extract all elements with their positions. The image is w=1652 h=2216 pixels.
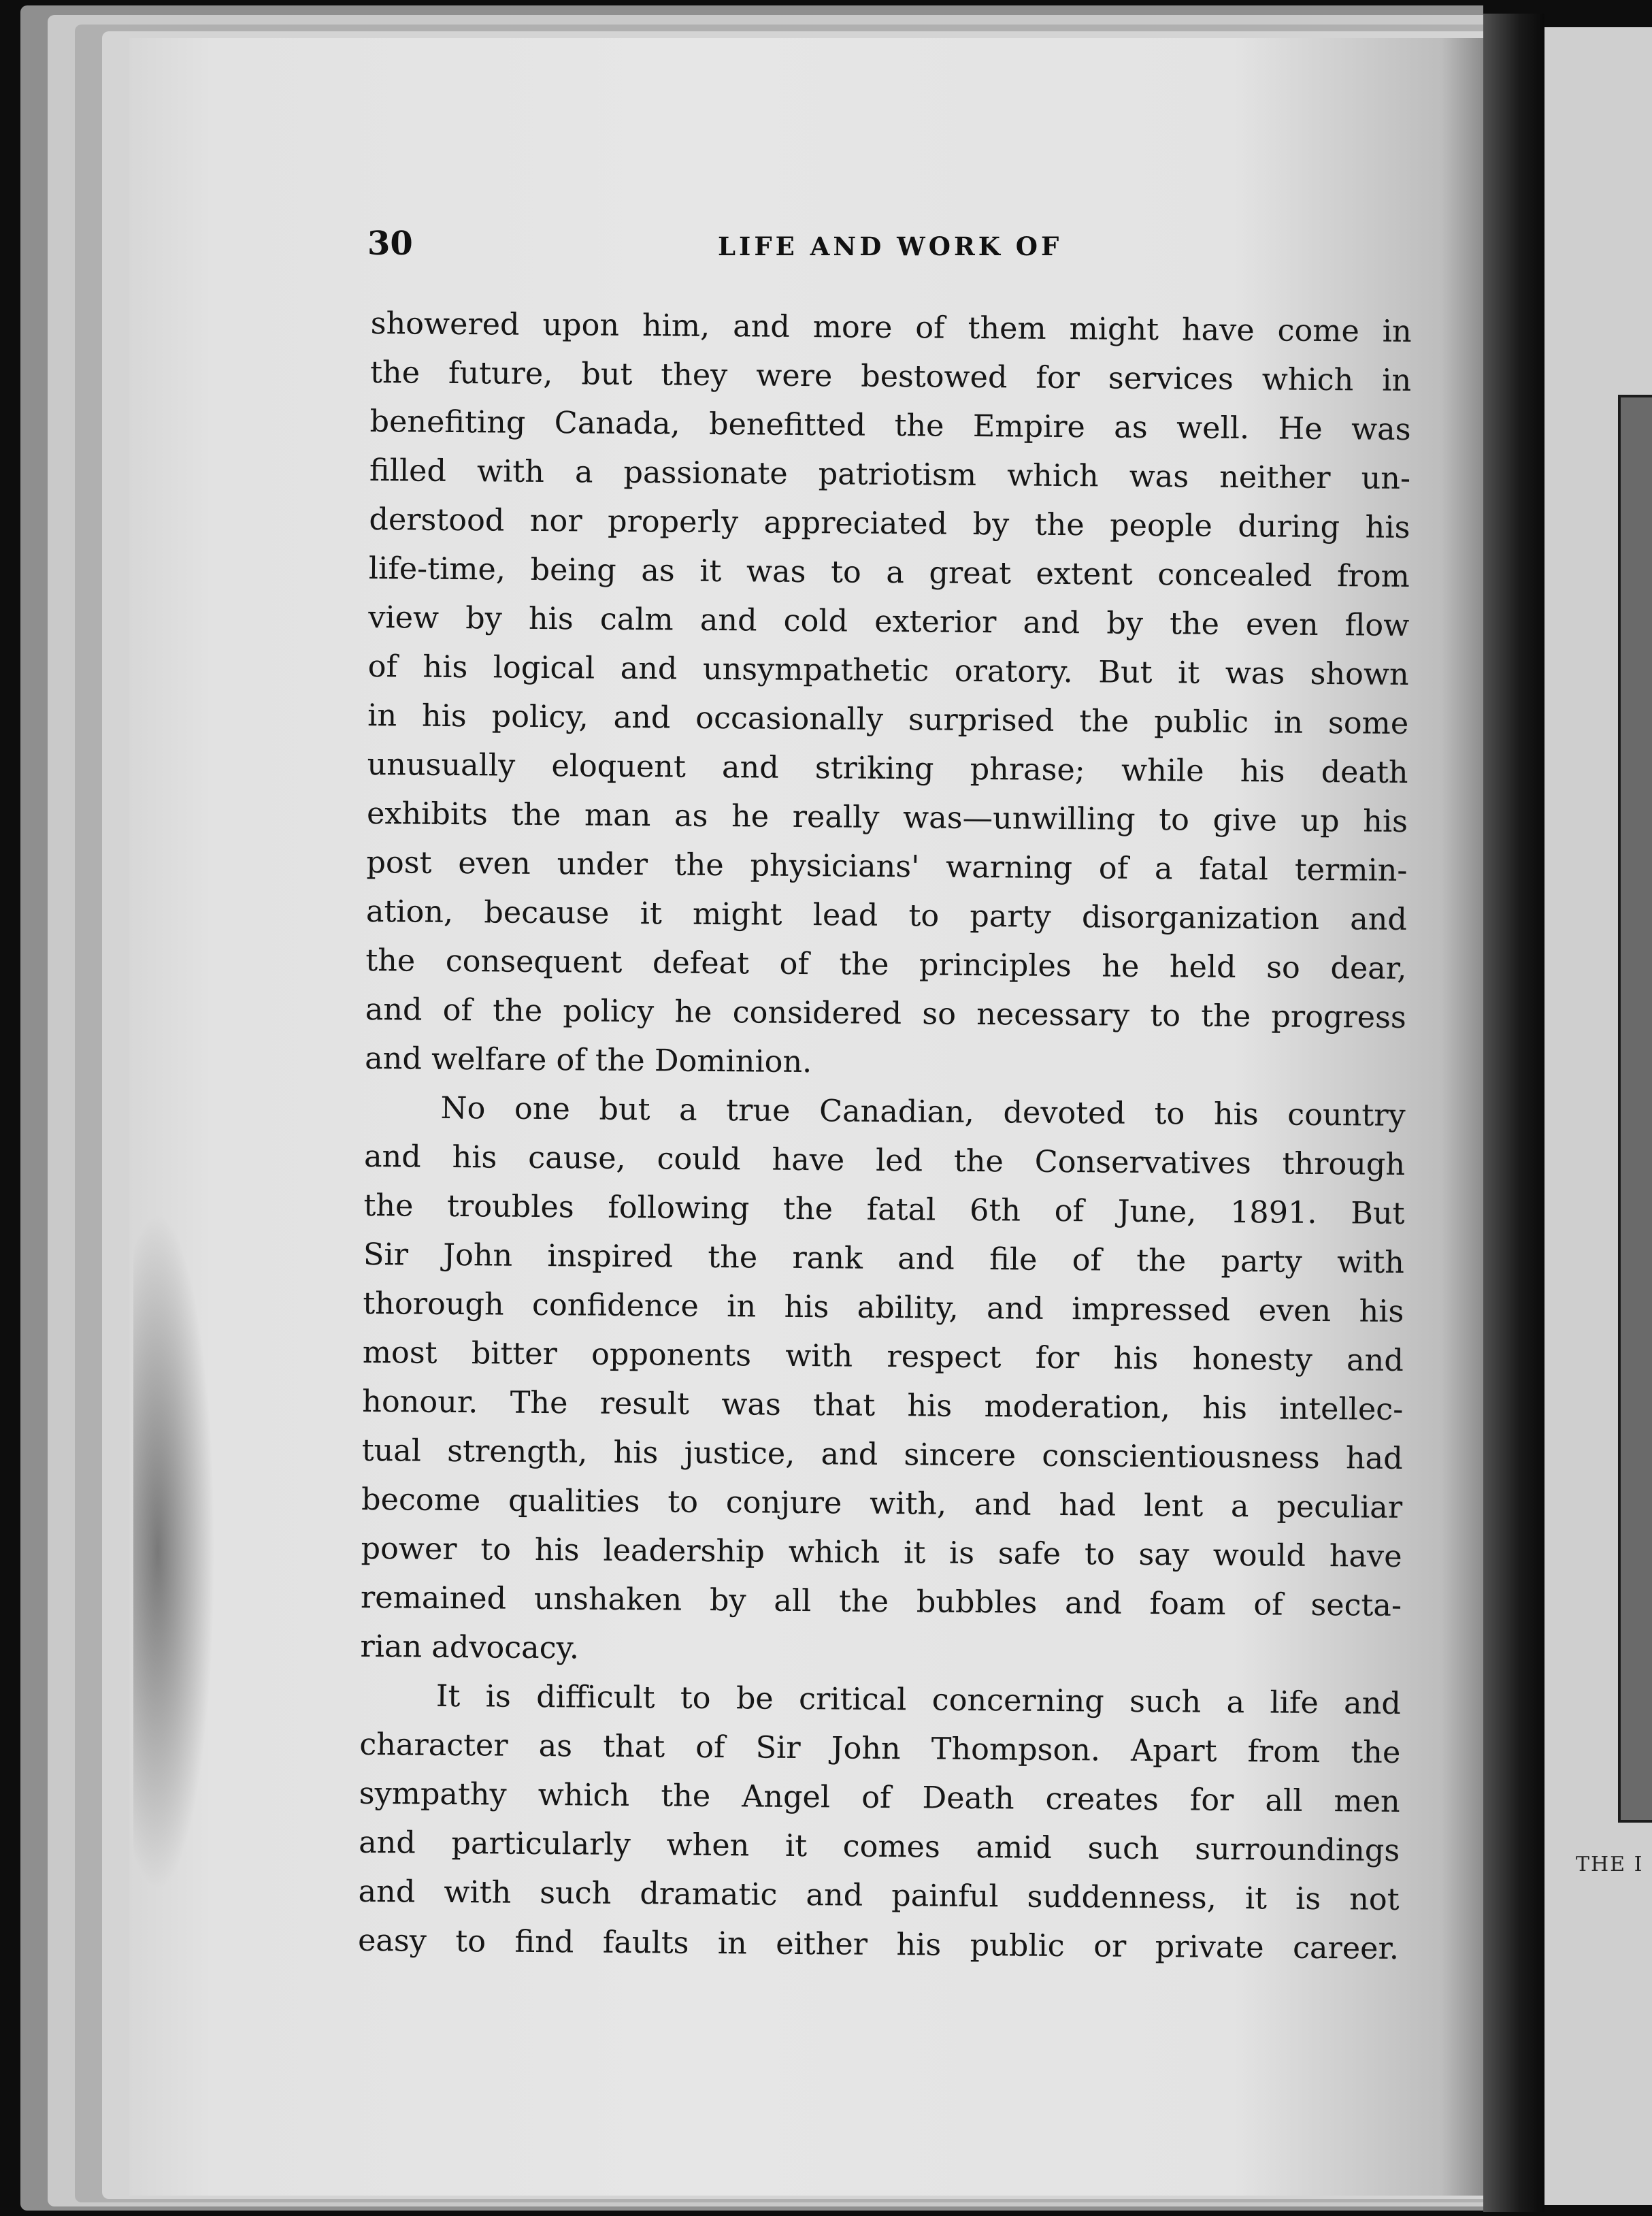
text-line: life-time, being as it was to a great extent concealed from [368, 551, 1410, 595]
text-line: unusually eloquent and striking phrase; while his death [367, 747, 1408, 790]
text-line: No one but a true Canadian, devoted to his country [440, 1090, 1406, 1133]
text-line: and particularly when it comes amid such surroundings [358, 1825, 1400, 1868]
text-line: remained unshaken by all the bubbles and foam of secta- [360, 1580, 1402, 1623]
paragraph-1 [365, 299, 1412, 1092]
body-text [358, 299, 1412, 1974]
text-line: thorough confidence in his ability, and impressed even his [363, 1286, 1404, 1329]
text-line: derstood nor properly appreciated by the people during his [369, 502, 1410, 546]
ink-smudge [133, 1211, 215, 1892]
text-line: and his cause, could have led the Conservatives through [363, 1139, 1406, 1182]
text-line: view by his calm and cold exterior and by the even flow [368, 600, 1410, 644]
text-line: and of the policy he considered so necessary to the progress [365, 992, 1406, 1035]
text-line: tual strength, his justice, and sincere conscientiousness had [361, 1433, 1403, 1476]
text-line: become qualities to conjure with, and had lent a peculiar [361, 1482, 1403, 1525]
text-line: Sir John inspired the rank and file of the party with [363, 1237, 1405, 1280]
text-line: power to his leadership which it is safe to say would have [361, 1531, 1402, 1574]
text-line: rian advocacy. [360, 1629, 580, 1666]
text-line: ation, because it might lead to party disorganization and [365, 894, 1408, 937]
text-line: the future, but they were bestowed for services which in [369, 355, 1412, 399]
book-gutter-shadow [1483, 14, 1544, 2212]
text-line: most bitter opponents with respect for his honesty and [362, 1335, 1404, 1378]
text-line: sympathy which the Angel of Death creates for all men [359, 1776, 1400, 1819]
text-line: of his logical and unsympathetic oratory. But it was shown [367, 649, 1409, 692]
text-line: easy to find faults in either his public or private career. [357, 1923, 1400, 1966]
text-line: post even under the physicians' warning of a fatal termin- [366, 845, 1408, 888]
paragraph-2 [360, 1083, 1406, 1680]
text-line: exhibits the man as he really was—unwilling to give up his [366, 796, 1408, 839]
text-line: It is difficult to be critical concerning such a life and [435, 1678, 1402, 1721]
plate-caption: THE I [1576, 1853, 1644, 1876]
text-line: honour. The result was that his moderation, his intellec- [362, 1384, 1404, 1427]
text-line: and welfare of the Dominion. [365, 1041, 812, 1080]
text-line: filled with a passionate patriotism which was neither un- [369, 453, 1411, 497]
text-line: and with such dramatic and painful suddenness, it is not [358, 1874, 1400, 1917]
text-line: benefiting Canada, benefitted the Empire as well. He was [369, 404, 1411, 448]
text-line: the consequent defeat of the principles he held so dear, [365, 943, 1407, 986]
plate-illustration [1618, 395, 1652, 1823]
text-line: the troubles following the fatal 6th of June, 1891. But [363, 1188, 1405, 1231]
text-line: showered upon him, and more of them might have come in [370, 306, 1412, 350]
paragraph-3 [358, 1672, 1401, 1974]
running-head: LIFE AND WORK OF [718, 231, 1063, 261]
text-line: in his policy, and occasionally surprised the public in some [367, 698, 1409, 741]
page-number: 30 [367, 225, 413, 263]
text-line: character as that of Sir John Thompson. Apart from the [359, 1727, 1401, 1770]
